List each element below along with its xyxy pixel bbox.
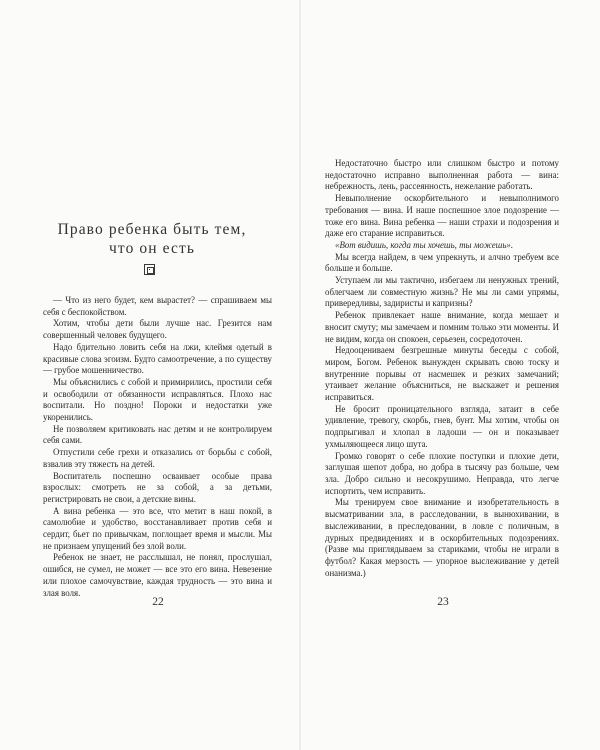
paragraph: Надо бдительно ловить себя на лжи, клеймя одетый в красивые слова эгоизм. Будто самоотречение, а по существу — грубое мошенничество. — [43, 341, 272, 376]
chapter-title-line-1: Право ребенка быть тем, — [57, 221, 247, 238]
paragraph: Мы тренируем свое внимание и изобретательность в высматривании зла, в расследовании, в вынюхивании, в выслеживании, в преследовании, в ловле с поличным, в дурных предвидениях и в оскорбительных подозрениях. (Разве мы приглядываем за стариками, чтобы не играли в футбол? Какая мерзость — упорное выслеживание у детей онанизма.) — [325, 497, 559, 578]
paragraph: Ребенок привлекает наше внимание, когда мешает и вносит смуту; мы замечаем и помним только эти моменты. И не видим, когда он спокоен, серьезен, сосредоточен. — [325, 310, 559, 344]
left-page-body — [43, 295, 272, 599]
paragraph: Мы всегда найдем, в чем упрекнуть, и алчно требуем все больше и больше. — [325, 251, 559, 274]
page-number-right: 23 — [437, 596, 449, 608]
paragraph: Уступаем ли мы тактично, избегаем ли ненужных трений, облегчаем ли совместную жизнь? Не мы ли сами упрямы, привередливы, задиристы и капризны? — [325, 275, 559, 309]
page-number-left: 22 — [152, 596, 164, 608]
paragraph: Хотим, чтобы дети были лучше нас. Грезится нам совершенный человек будущего. — [43, 318, 272, 341]
right-page-body — [325, 158, 559, 579]
paragraph: Невыполнение оскорбительного и невыполнимого требования — вина. И наше поспешное злое подозрение — тоже его вина. Вина ребенка — наши страхи и подозрения и даже его старание исправиться. — [325, 193, 559, 239]
quote-paragraph: «Вот видишь, когда ты хочешь, ты можешь». — [335, 239, 514, 250]
paragraph: — Что из него будет, кем вырастет? — спрашиваем мы себя с беспокойством. — [43, 295, 272, 317]
paragraph: Громко говорят о себе плохие поступки и плохие дети, заглушая шепот добра, но добра в тысячу раз больше, чем зла. Добро сильно и несокрушимо. Неправда, что легче испортить, чем исправить. — [325, 450, 559, 496]
paragraph: А вина ребенка — это все, что метит в наш покой, в самолюбие и удобство, восстанавливает против себя и сердит, бьет по привычкам, поглощает время и мысли. Мы не признаем упущений без злой воли. — [43, 505, 272, 551]
paragraph: Недостаточно быстро или слишком быстро и потому недостаточно исправно выполненная работа — вина: небрежность, лень, рассеянность, нежелание работать. — [325, 158, 559, 192]
chapter-title-line-2: что он есть — [109, 240, 195, 257]
paragraph: Ребенок не знает, не расслышал, не понял, прослушал, ошибся, не сумел, не может — все это его вина. Невезение или плохое самочувствие, каждая трудность — это вина и злая воля. — [43, 552, 272, 598]
paragraph: Воспитатель поспешно осваивает особые права взрослых: смотреть не за собой, а за детьми, регистрировать не свои, а детские вины. — [43, 470, 272, 504]
square-ornament-icon — [144, 264, 155, 275]
paragraph: Мы объяснились с собой и примирились, простили себя и освободили от обязанности исправляться. Плохо нас воспитали. Но поздно! Пороки и недостатки уже укоренились. — [43, 376, 272, 423]
paragraph: Недооцениваем безгрешные минуты беседы с собой, миром, Богом. Ребенок вынужден скрывать свою тоску и внутренние порывы от насмешек и резких замечаний; утаивает желание объясниться, не выскажет и решения исправиться. — [325, 345, 559, 403]
chapter-title — [34, 220, 270, 258]
paragraph: Не позволяем критиковать нас детям и не контролируем себя сами. — [43, 423, 272, 446]
paragraph: Отпустили себе грехи и отказались от борьбы с собой, взвалив эту тяжесть на детей. — [43, 447, 272, 469]
paragraph: Не бросит проницательного взгляда, затаит в себе удивление, тревогу, скорбь, гнев, бунт. Мы хотим, чтобы он подпрыгивал и хлопал в ладоши — он и показывает ухмыляющееся лицо шута. — [325, 403, 559, 449]
right-page — [300, 0, 600, 750]
